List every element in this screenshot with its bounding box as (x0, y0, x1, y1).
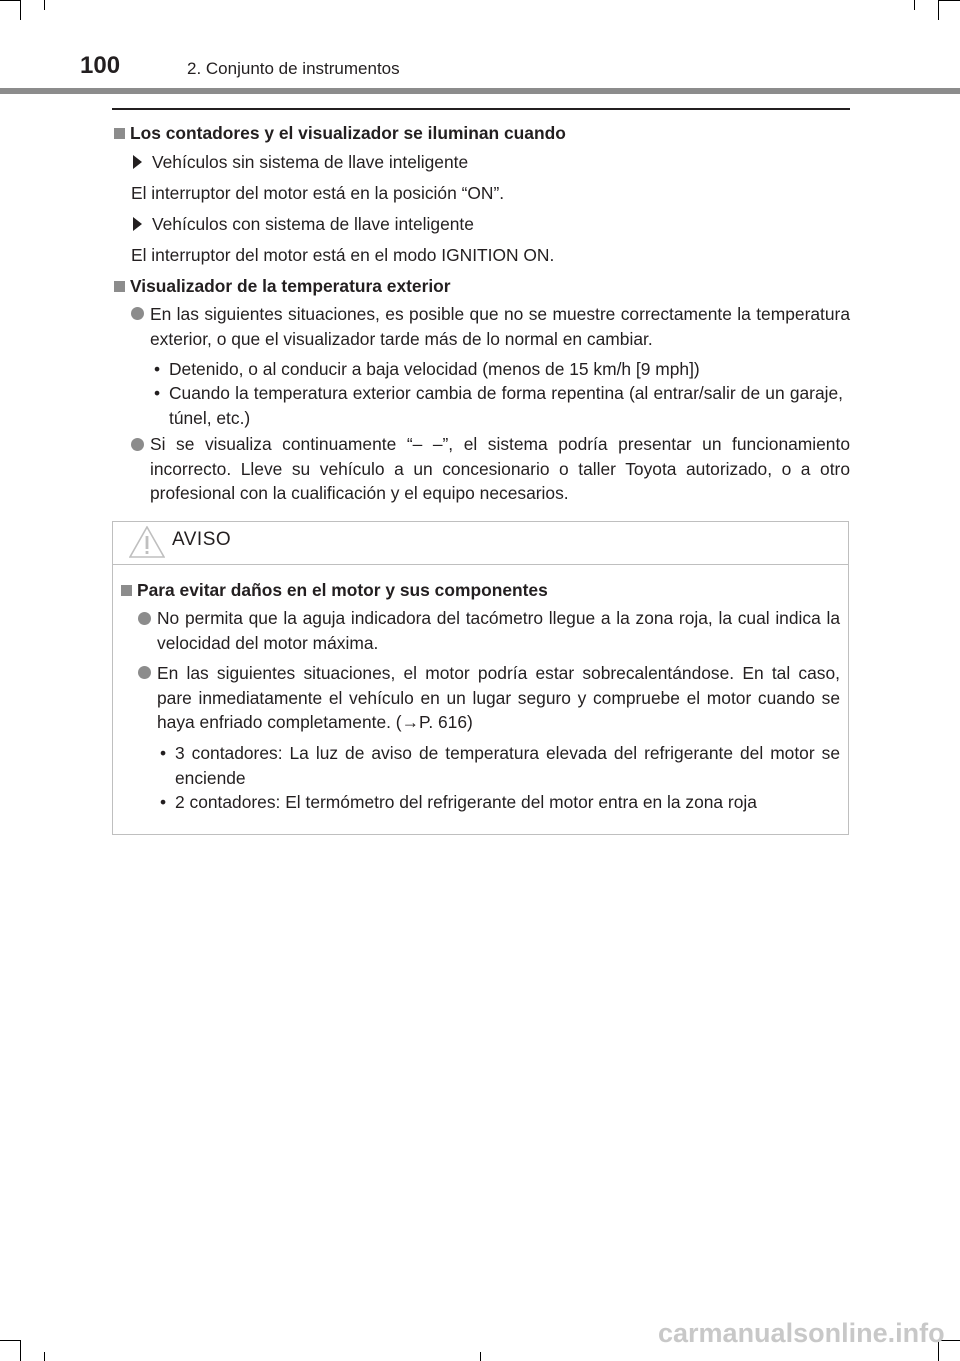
triangle-bullet-icon (133, 217, 142, 231)
condition-no-smart-key: Vehículos sin sistema de llave inteligente (133, 150, 468, 175)
warning-triangle-icon (129, 526, 165, 558)
warning-bullet-1: • 3 contadores: La luz de aviso de temperatura elevada del refrigerante del motor se enciende (160, 743, 840, 788)
watermark: carmanualsonline.info (658, 1318, 945, 1348)
crop-mark (44, 1352, 45, 1361)
outside-temp-bullet-2: • Cuando la temperatura exterior cambia de forma repentina (al entrar/salir de un garaje, túnel, etc.) (154, 383, 843, 428)
chapter-title: 2. Conjunto de instrumentos (187, 59, 400, 78)
crop-mark (914, 0, 915, 10)
condition-smart-key-text: El interruptor del motor está en el modo IGNITION ON. (131, 245, 555, 265)
outside-temp-point-1: En las siguientes situaciones, es posible que no se muestre correctamente la temperatura exterior, o que el visualizador tarde más de lo normal en cambiar. (150, 304, 850, 349)
square-bullet-icon (114, 281, 125, 292)
section-heading-outside-temp: Visualizador de la temperatura exterior (114, 274, 451, 299)
warning-point-1: No permita que la aguja indicadora del tacómetro llegue a la zona roja, la cual indica la velocidad del motor máxima. (157, 608, 840, 653)
crop-mark (938, 0, 939, 20)
bullet-dot-icon: • (154, 359, 161, 379)
square-bullet-icon (114, 128, 125, 139)
crop-mark (0, 0, 20, 1)
crop-mark (44, 0, 45, 10)
circle-bullet-icon (131, 307, 144, 320)
crop-mark (939, 0, 960, 1)
condition-no-smart-key-text: El interruptor del motor está en la posición “ON”. (131, 183, 505, 203)
arrow-right-icon: → (401, 712, 419, 732)
outside-temp-bullet-1: • Detenido, o al conducir a baja velocidad (menos de 15 km/h [9 mph]) (169, 357, 849, 382)
warning-heading: Para evitar daños en el motor y sus componentes (121, 578, 548, 603)
circle-bullet-icon (138, 612, 151, 625)
circle-bullet-icon (131, 438, 144, 451)
crop-mark (480, 1352, 481, 1361)
bullet-dot-icon: • (154, 383, 161, 403)
triangle-bullet-icon (133, 155, 142, 169)
bullet-dot-icon: • (160, 743, 167, 763)
crop-mark (0, 1340, 20, 1341)
condition-smart-key: Vehículos con sistema de llave inteligente (133, 212, 474, 237)
square-bullet-icon (121, 585, 132, 596)
outside-temp-point-2: Si se visualiza continuamente “– –”, el sistema podría presentar un funcionamiento incorrecto. Lleve su vehículo a un concesionario o taller Toyota autorizado, o a otro profesional con la cualificación y el equipo necesarios. (150, 434, 850, 503)
section-heading-illumination: Los contadores y el visualizador se iluminan cuando (114, 121, 566, 146)
crop-mark (20, 1340, 21, 1361)
header-band (0, 88, 960, 94)
page-number: 100 (80, 52, 121, 79)
warning-title: AVISO (172, 529, 232, 550)
warning-point-2: En las siguientes situaciones, el motor podría estar sobrecalentándose. En tal caso, pare inmediatamente el vehículo en un lugar seguro y compruebe el motor cuando se haya enfriado completamente. (→P. 616) (157, 663, 840, 732)
warning-bullet-2: • 2 contadores: El termómetro del refrigerante del motor entra en la zona roja (175, 790, 840, 815)
crop-mark (20, 0, 21, 20)
circle-bullet-icon (138, 666, 151, 679)
bullet-dot-icon: • (160, 792, 167, 812)
top-rule (112, 108, 850, 110)
